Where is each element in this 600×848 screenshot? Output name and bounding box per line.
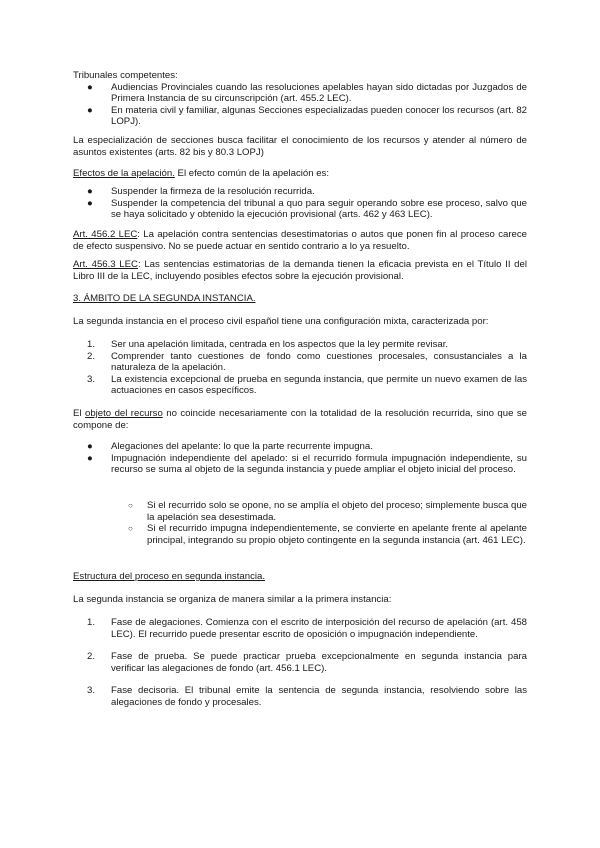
- art-456-3-paragraph: Art. 456.3 LEC: Las sentencias estimatorias de la demanda tienen la eficacia prevista en el Título II del Libro III de la LEC, incluyendo posibles efectos sobre la ejecución provisional.: [73, 259, 527, 282]
- bullet-icon: ●: [87, 441, 93, 452]
- bullet-icon: ●: [87, 186, 93, 197]
- tribunales-heading: Tribunales competentes:: [73, 70, 178, 81]
- estructura-title: Estructura del proceso en segunda instancia.: [73, 571, 265, 582]
- art-456-3-link[interactable]: Art. 456.3 LEC: [73, 259, 138, 270]
- list-item: ● Audiencias Provinciales cuando las resoluciones apelables hayan sido dictadas por Juzgados de Primera Instancia de su circunscripción (art. 455.2 LEC).: [87, 81, 527, 104]
- list-number: 3.: [87, 373, 96, 385]
- efectos-paragraph: Efectos de la apelación. El efecto común de la apelación es:: [73, 168, 330, 179]
- list-number: 2.: [87, 350, 96, 362]
- art-456-2-link[interactable]: Art. 456.2 LEC: [73, 229, 138, 240]
- list-item: ○ Si el recurrido solo se opone, no se amplía el objeto del proceso; simplemente busca que la apelación sea desestimada.: [128, 500, 527, 523]
- list-item: 2. Comprender tanto cuestiones de fondo como cuestiones procesales, consustanciales a la naturaleza de la apelación.: [87, 350, 527, 373]
- list-item: 3. Fase decisoria. El tribunal emite la sentencia de segunda instancia, resolviendo sobre las alegaciones de fondo y procesales.: [87, 685, 527, 708]
- list-item: ○ Si el recurrido impugna independientemente, se convierte en apelante frente al apelante principal, integrando su propio objeto contingente en la segunda instancia (art. 461 LEC).: [128, 523, 527, 546]
- mixta-list: [73, 339, 527, 397]
- objeto-sublist: [73, 500, 527, 546]
- tribunales-section: [73, 70, 527, 128]
- objeto-link[interactable]: objeto del recurso: [84, 408, 163, 419]
- bullet-icon: ●: [87, 104, 93, 116]
- list-number: 3.: [87, 685, 96, 696]
- tribunales-list: [73, 82, 527, 128]
- list-number: 1.: [87, 339, 96, 350]
- circle-bullet-icon: ○: [128, 524, 133, 533]
- objeto-paragraph: El objeto del recurso no coincide necesariamente con la totalidad de la resolución recurrida, sino que se compone de:: [73, 408, 528, 431]
- list-number: 2.: [87, 651, 96, 662]
- section-3-title: 3. ÁMBITO DE LA SEGUNDA INSTANCIA.: [73, 293, 256, 304]
- bullet-icon: ●: [87, 81, 93, 93]
- list-item: ● Alegaciones del apelante: lo que la parte recurrente impugna.: [87, 441, 373, 452]
- efectos-list: [73, 186, 527, 221]
- art-456-2-paragraph: Art. 456.2 LEC: La apelación contra sentencias desestimatorias o autos que ponen fin al proceso carece de efecto suspensivo. No se puede actuar en sentido contrario a lo ya resuelto.: [73, 229, 527, 252]
- list-number: 1.: [87, 617, 96, 628]
- list-item: 3. La existencia excepcional de prueba en segunda instancia, que permite un nuevo examen de las actuaciones en casos específicos.: [87, 373, 527, 396]
- estructura-list: [73, 617, 527, 708]
- bullet-icon: ●: [87, 452, 93, 464]
- mixta-paragraph: La segunda instancia en el proceso civil español tiene una configuración mixta, caracterizada por:: [73, 316, 489, 327]
- estructura-intro: La segunda instancia se organiza de manera similar a la primera instancia:: [73, 594, 392, 605]
- objeto-list: [73, 441, 527, 476]
- bullet-icon: ●: [87, 197, 93, 209]
- especializacion-paragraph: La especialización de secciones busca facilitar el conocimiento de los recursos y atender al número de asuntos existentes (arts. 82 bis y 80.3 LOPJ): [73, 135, 527, 158]
- list-item: ● En materia civil y familiar, algunas Secciones especializadas pueden conocer los recursos (art. 82 LOPJ).: [87, 104, 527, 127]
- circle-bullet-icon: ○: [128, 501, 133, 510]
- efectos-link[interactable]: Efectos de la apelación.: [73, 168, 175, 179]
- list-item: ● Impugnación independiente del apelado: si el recurrido formula impugnación independiente, su recurso se suma al objeto de la segunda instancia y puede ampliar el objeto inicial del proceso.: [87, 452, 527, 475]
- list-item: 1. Fase de alegaciones. Comienza con el escrito de interposición del recurso de apelación (art. 458 LEC). El recurrido puede presentar escrito de oposición o impugnación independiente.: [87, 617, 527, 640]
- list-item: ● Suspender la firmeza de la resolución recurrida.: [87, 186, 315, 197]
- list-item: 1. Ser una apelación limitada, centrada en los aspectos que la ley permite revisar.: [87, 339, 449, 350]
- list-item: 2. Fase de prueba. Se puede practicar prueba excepcionalmente en segunda instancia para verificar las alegaciones de fondo (art. 456.1 LEC).: [87, 651, 527, 674]
- list-item: ● Suspender la competencia del tribunal a quo para seguir operando sobre ese proceso, salvo que se haya solicitado y obtenido la ejecución provisional (arts. 462 y 463 LEC).: [87, 197, 527, 220]
